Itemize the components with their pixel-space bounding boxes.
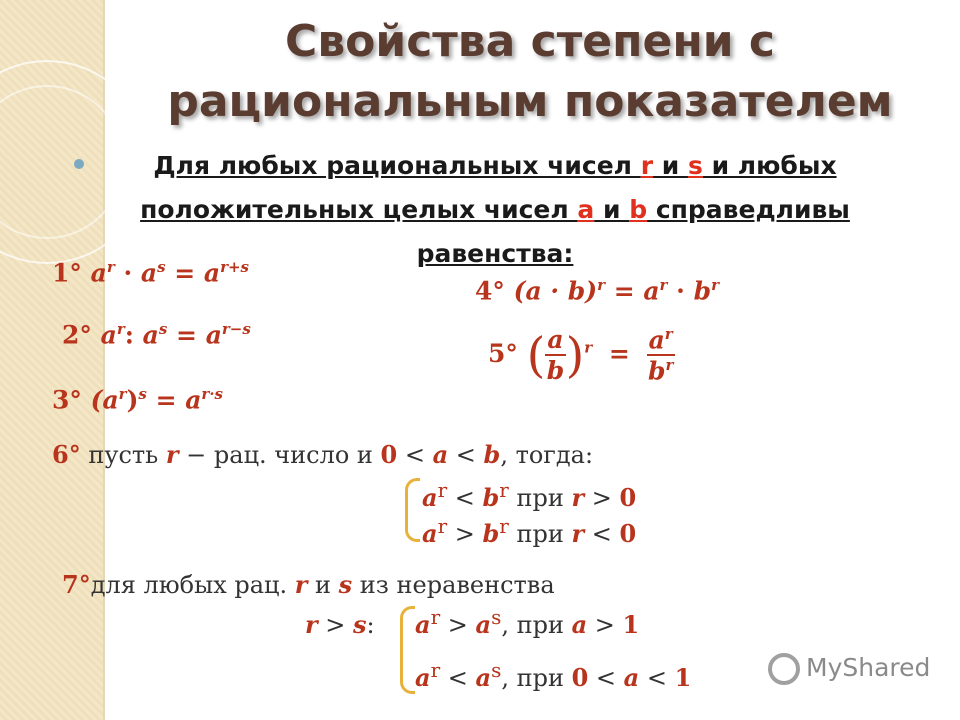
intro-text (90, 144, 900, 276)
equals: = (165, 258, 204, 288)
intro-part: равенства: (416, 239, 574, 268)
var: a (623, 663, 640, 692)
exponent: r (430, 605, 441, 629)
page-title (130, 12, 930, 132)
var: r (571, 519, 585, 548)
exponent: s (158, 320, 168, 338)
intro-part: положительных целых чисел (140, 195, 578, 224)
number: 0 (380, 440, 398, 469)
formula-term: a (90, 258, 107, 288)
text: , тогда: (500, 441, 594, 469)
intro-part: и (594, 195, 630, 224)
text: , при (501, 664, 572, 692)
var: b (482, 519, 500, 548)
formula-term: a (643, 276, 660, 306)
exponent: r (665, 356, 674, 375)
text: < (588, 664, 624, 692)
var: r (305, 610, 318, 639)
property-number: 5° (488, 338, 518, 368)
brace-icon (405, 478, 420, 542)
denominator: b (546, 356, 565, 386)
text: − рац. число и (178, 441, 381, 469)
var: a (415, 663, 431, 692)
exponent: r (430, 658, 441, 682)
intro-var-r: r (640, 151, 654, 180)
property-number: 1° (52, 258, 82, 288)
numerator: a (547, 325, 564, 355)
bullet-icon (74, 159, 84, 169)
exponent: r (437, 514, 448, 538)
operator: · (114, 258, 141, 288)
property-6-case-1 (422, 478, 636, 512)
equals: = (167, 320, 206, 350)
property-6-case-2 (422, 514, 636, 548)
exponent: r (118, 385, 127, 403)
var: r (165, 440, 179, 469)
intro-var-s: s (687, 151, 703, 180)
formula-term: b (693, 276, 712, 306)
text: и (307, 571, 339, 599)
operator: : (124, 320, 143, 350)
fraction (647, 325, 675, 386)
text: < (447, 484, 483, 512)
property-7-condition (305, 610, 375, 639)
property-7-case-1 (415, 605, 639, 639)
denominator: b (647, 356, 666, 386)
fraction (545, 325, 565, 385)
exponent: s (491, 605, 502, 629)
var: b (483, 440, 501, 469)
exponent: r+s (220, 258, 249, 276)
text: > (317, 611, 354, 639)
var: a (475, 663, 492, 692)
property-number: 3° (52, 385, 82, 415)
number: 1 (622, 610, 640, 639)
watermark-text: MyShared (806, 653, 931, 682)
text: > (447, 520, 483, 548)
exponent: s (138, 385, 147, 403)
exponent: r (711, 276, 719, 294)
paren-open: ( (526, 327, 546, 384)
number: 0 (619, 483, 637, 512)
property-3 (52, 385, 223, 414)
watermark-logo (768, 653, 930, 685)
equals: = (604, 276, 644, 306)
property-number: 2° (62, 320, 92, 350)
intro-var-b: b (629, 195, 648, 224)
equals: = (146, 385, 186, 415)
property-7-case-2 (415, 658, 691, 692)
formula-term: a (203, 258, 221, 288)
intro-var-a: a (577, 195, 595, 224)
paren: ) (126, 385, 139, 415)
number: 1 (674, 663, 692, 692)
formula-term: a (140, 258, 158, 288)
property-number: 4° (475, 276, 505, 306)
text: < (397, 441, 433, 469)
intro-part: Для любых рациональных чисел (153, 151, 641, 180)
numerator: a (648, 325, 665, 355)
property-7-line (62, 570, 555, 599)
text: < (639, 664, 675, 692)
text: при (508, 520, 572, 548)
property-1 (52, 258, 249, 287)
var: a (475, 610, 492, 639)
var: a (422, 519, 438, 548)
title-line-1: Свойства степени с (285, 16, 775, 67)
var: b (482, 483, 500, 512)
exponent: r (584, 338, 593, 357)
logo-icon (768, 653, 800, 685)
exponent: r (437, 478, 448, 502)
property-6-line (52, 440, 593, 469)
text: : (366, 611, 375, 639)
text: < (584, 520, 620, 548)
exponent: s (157, 258, 166, 276)
exponent: r−s (221, 320, 251, 338)
text: при (508, 484, 572, 512)
number: 0 (619, 519, 637, 548)
exponent: r·s (201, 385, 223, 403)
exponent: r (659, 276, 668, 294)
var: a (422, 483, 438, 512)
var: s (353, 610, 367, 639)
operator: · (667, 276, 694, 306)
var: s (338, 570, 353, 599)
text: > (584, 484, 620, 512)
exponent: r (116, 320, 125, 338)
formula-term: a (142, 320, 159, 350)
formula-term: (a (90, 385, 119, 415)
intro-part: и любых (702, 151, 837, 180)
formula-term: a (185, 385, 202, 415)
formula-term: (a · b) (513, 276, 598, 306)
text: > (587, 611, 623, 639)
title-line-2: рациональным показателем (167, 76, 893, 127)
var: r (294, 570, 308, 599)
text: , при (501, 611, 572, 639)
intro-part: и (653, 151, 688, 180)
brace-icon (400, 606, 415, 694)
text: < (440, 664, 476, 692)
exponent: r (499, 478, 509, 502)
text: пусть (88, 441, 166, 469)
exponent: s (491, 658, 502, 682)
property-4 (475, 276, 719, 305)
text: < (448, 441, 484, 469)
intro-part: справедливы (647, 195, 850, 224)
paren-close: ) (565, 327, 585, 384)
property-2 (62, 320, 251, 349)
property-number: 6° (52, 440, 81, 469)
property-number: 7° (62, 570, 91, 599)
var: a (432, 440, 449, 469)
number: 0 (571, 663, 589, 692)
exponent: r (664, 325, 673, 343)
formula-term: a (205, 320, 222, 350)
text: для любых рац. (90, 571, 295, 599)
text: из неравенства (352, 571, 555, 599)
formula-term: a (100, 320, 117, 350)
property-5 (488, 325, 675, 386)
exponent: r (499, 514, 509, 538)
equals: = (608, 338, 630, 368)
text: > (440, 611, 476, 639)
var: a (571, 610, 588, 639)
exponent: r (106, 258, 115, 276)
var: r (571, 483, 585, 512)
exponent: r (597, 276, 605, 294)
var: a (415, 610, 431, 639)
